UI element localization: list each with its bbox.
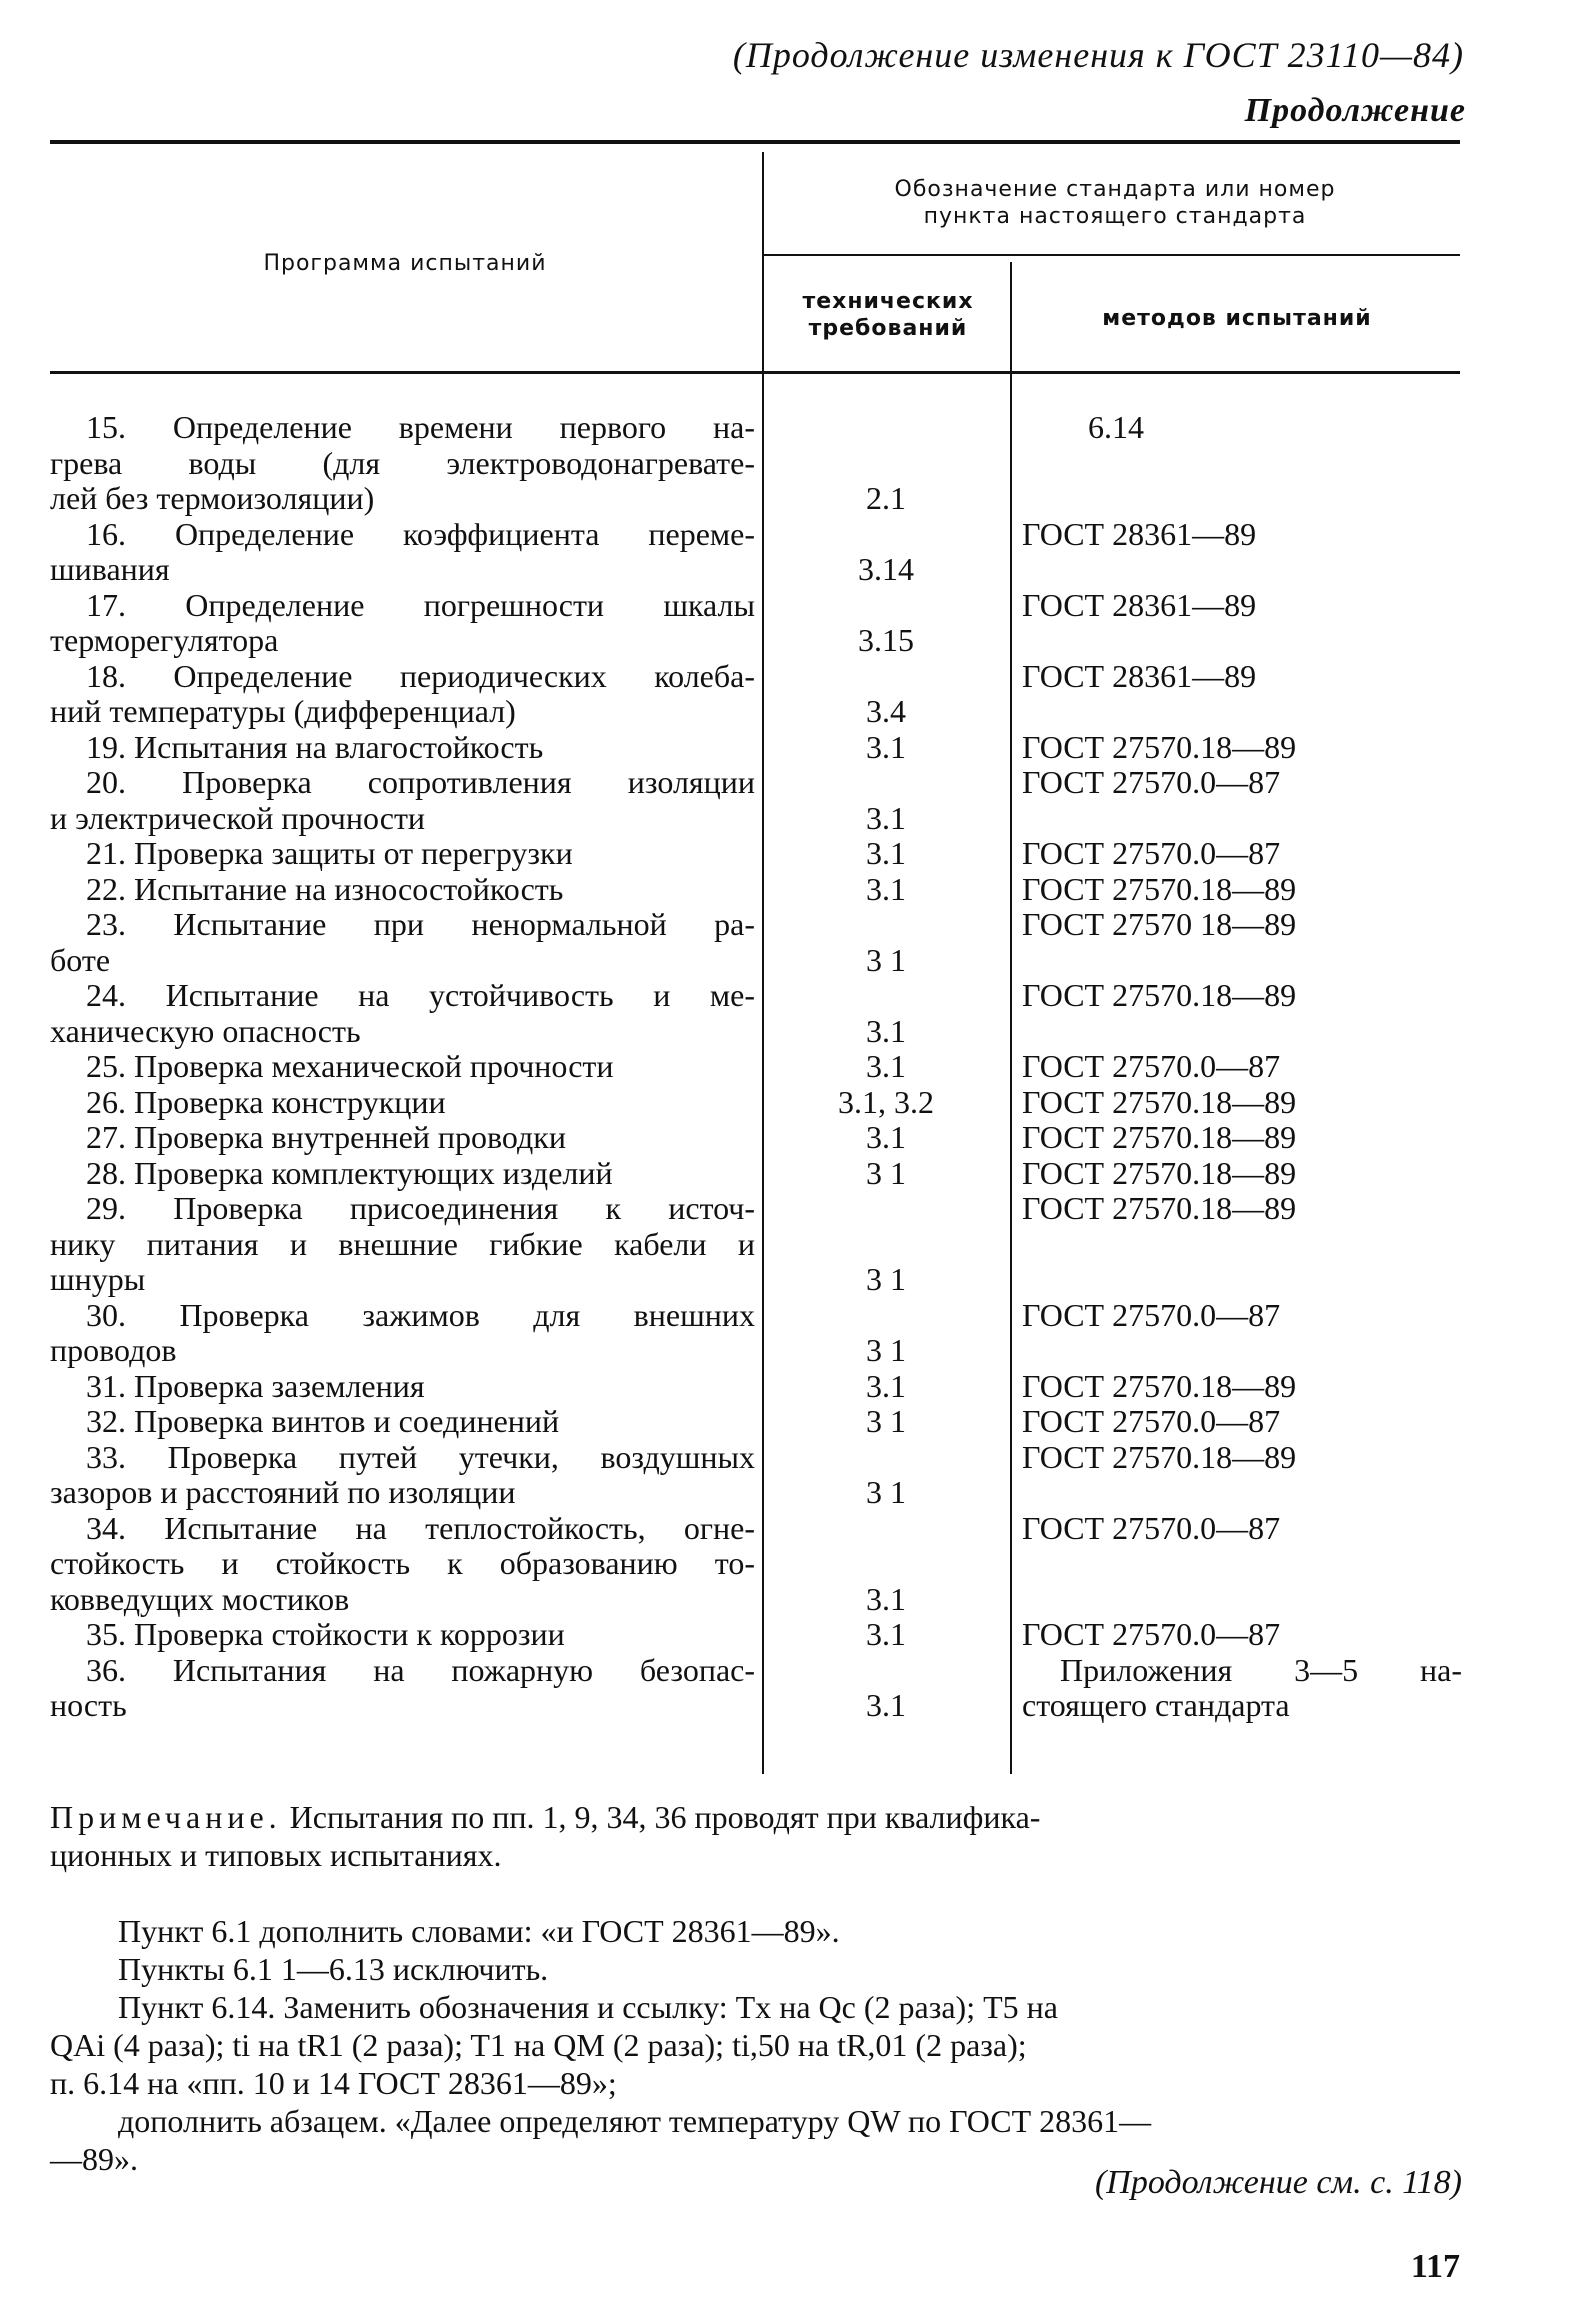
- program-line: 32. Проверка винтов и соединений: [86, 1404, 560, 1439]
- header-tech-line: технических: [802, 289, 974, 314]
- method-line: ГОСТ 27570.18—89: [1022, 1083, 1297, 1120]
- test-method-cell: [1022, 1369, 1462, 1405]
- tech-requirement-cell: 2.1: [866, 480, 906, 516]
- test-method-cell: [1022, 907, 1462, 943]
- table-header-bottom-rule: [50, 371, 1460, 374]
- test-method-cell: [1022, 1191, 1462, 1227]
- method-line: 6.14: [1088, 409, 1144, 445]
- program-cell: [50, 1191, 755, 1298]
- tech-requirement-cell: 3.1: [866, 1367, 906, 1404]
- program-cell: [50, 836, 755, 872]
- program-cell: [50, 1617, 755, 1653]
- method-line: ГОСТ 28361—89: [1022, 515, 1257, 552]
- note-text: ционных и типовых испытаниях.: [50, 1837, 502, 1873]
- amendment-paragraph: дополнить абзацем. «Далее определяют температуру QW по ГОСТ 28361—: [118, 2103, 1152, 2139]
- amendment-paragraph: —89».: [50, 2141, 138, 2177]
- program-cell: [50, 1298, 755, 1369]
- method-line: ГОСТ 27570.0—87: [1022, 1296, 1281, 1333]
- header-group-line: Обозначение стандарта или номер: [894, 177, 1336, 202]
- method-line: ГОСТ 27570.18—89: [1022, 1119, 1297, 1155]
- program-line: проводов: [50, 1333, 177, 1368]
- program-line: 30. Проверка зажимов для внешних: [86, 1297, 755, 1333]
- program-line: 15. Определение времени первого на-: [86, 410, 755, 445]
- program-line: 23. Испытание при ненормальной ра-: [86, 907, 755, 942]
- method-line: ГОСТ 27570.18—89: [1022, 1154, 1297, 1191]
- program-line: 24. Испытание на устойчивость и ме-: [86, 978, 755, 1013]
- method-line: ГОСТ 27570.0—87: [1022, 835, 1281, 871]
- header-program: Программа испытаний: [263, 251, 547, 276]
- program-cell: [50, 907, 755, 978]
- program-cell: [50, 1156, 755, 1192]
- program-cell: [50, 730, 755, 766]
- test-method-cell: [1022, 730, 1462, 766]
- program-line: 35. Проверка стойкости к коррозии: [86, 1617, 565, 1652]
- tech-requirement-cell: 3.1: [866, 870, 906, 907]
- group-header-rule: [764, 254, 1460, 256]
- amendment-paragraph: Пункты 6.1 1—6.13 исключить.: [118, 1951, 549, 1987]
- program-line: 25. Проверка механической прочности: [86, 1049, 614, 1084]
- method-line: ГОСТ 27570.0—87: [1022, 1616, 1281, 1652]
- method-line: Приложения 3—5 на-: [1060, 1651, 1462, 1688]
- program-line: 18. Определение периодических колеба-: [86, 658, 755, 694]
- tech-requirement-cell: 3 1: [866, 941, 906, 978]
- program-cell: [50, 978, 755, 1049]
- program-cell: [50, 1511, 755, 1618]
- table-note: [50, 1798, 1460, 1874]
- note-text: Испытания по пп. 1, 9, 34, 36 проводят при квалифика-: [281, 1799, 1041, 1835]
- method-line: ГОСТ 27570.0—87: [1022, 1048, 1281, 1084]
- program-line: 16. Определение коэффициента переме-: [86, 516, 755, 552]
- tech-requirement-cell: 3 1: [866, 1261, 906, 1297]
- continuation-label: Продолжение: [1244, 92, 1466, 129]
- program-line: 19. Испытания на влагостойкость: [86, 729, 544, 765]
- test-method-cell: [1022, 659, 1462, 695]
- program-line: 26. Проверка конструкции: [86, 1084, 446, 1120]
- method-line: ГОСТ 27570.0—87: [1022, 1509, 1281, 1546]
- method-line: ГОСТ 27570.0—87: [1022, 1403, 1281, 1439]
- header-tech: [768, 288, 1008, 342]
- test-method-cell: [1022, 1617, 1462, 1653]
- program-cell: [50, 765, 755, 836]
- program-line: 22. Испытание на износостойкость: [86, 871, 564, 907]
- tech-requirement-cell: 3.1: [866, 1048, 906, 1084]
- tech-requirement-cell: 3.1: [866, 799, 906, 836]
- program-line: 29. Проверка присоединения к источ-: [86, 1191, 755, 1226]
- method-line: ГОСТ 27570.18—89: [1022, 1438, 1297, 1475]
- method-line: ГОСТ 27570.18—89: [1022, 870, 1297, 907]
- method-line: ГОСТ 27570.18—89: [1022, 1367, 1297, 1404]
- method-line: ГОСТ 28361—89: [1022, 657, 1257, 694]
- tech-requirement-cell: 3.15: [858, 622, 914, 658]
- program-line: шнуры: [50, 1262, 146, 1297]
- program-cell: [50, 1440, 755, 1511]
- note-label: Примечание.: [50, 1799, 282, 1835]
- continuation-header: (Продолжение изменения к ГОСТ 23110—84): [732, 35, 1464, 75]
- program-cell: [50, 588, 755, 659]
- program-line: 31. Проверка заземления: [86, 1368, 425, 1404]
- program-line: грева воды (для электроводонагревате-: [50, 445, 755, 481]
- page-number: 117: [1410, 2248, 1460, 2285]
- test-method-cell: [1022, 1298, 1462, 1334]
- program-line: ханическую опасность: [50, 1013, 361, 1049]
- program-line: 21. Проверка защиты от перегрузки: [86, 836, 573, 871]
- test-method-cell: [1022, 1404, 1462, 1440]
- tech-requirement-cell: 3.1: [866, 1012, 906, 1049]
- tech-requirement-cell: 3.1: [866, 1616, 906, 1652]
- method-line: стоящего стандарта: [1022, 1687, 1290, 1723]
- header-methods: методов испытаний: [1102, 306, 1372, 331]
- method-line: ГОСТ 27570.18—89: [1022, 977, 1297, 1013]
- program-cell: [50, 1653, 755, 1724]
- program-cell: [50, 1049, 755, 1085]
- program-cell: [50, 1404, 755, 1440]
- program-cell: [50, 872, 755, 908]
- header-group: [770, 176, 1460, 230]
- program-line: лей без термоизоляции): [50, 481, 375, 516]
- tech-requirement-cell: 3.14: [858, 551, 914, 587]
- tech-requirement-cell: 3 1: [866, 1332, 906, 1368]
- program-cell: [50, 659, 755, 730]
- amendment-paragraph: Пункт 6.14. Заменить обозначения и ссылку: Tх на Qс (2 раза); T5 на: [118, 1989, 1058, 2025]
- program-line: зазоров и расстояний по изоляции: [50, 1475, 516, 1510]
- amendments: [50, 1912, 1460, 2178]
- program-line: 17. Определение погрешности шкалы: [86, 587, 755, 623]
- test-method-cell: [1022, 872, 1462, 908]
- program-line: боте: [50, 942, 111, 978]
- test-method-cell: [1022, 1049, 1462, 1085]
- program-cell: [50, 410, 755, 517]
- tech-requirement-cell: 3 1: [866, 1154, 906, 1191]
- program-cell: [50, 1120, 755, 1156]
- column-divider-1: [762, 152, 764, 1774]
- column-divider-2: [1010, 262, 1012, 1774]
- program-line: 33. Проверка путей утечки, воздушных: [86, 1439, 755, 1475]
- tech-requirement-cell: 3.1: [866, 1687, 906, 1723]
- method-line: ГОСТ 28361—89: [1022, 586, 1257, 623]
- program-line: ний температуры (дифференциал): [50, 694, 516, 729]
- test-method-cell: [1022, 836, 1462, 872]
- test-method-cell: [1022, 517, 1462, 553]
- method-line: ГОСТ 27570.18—89: [1022, 728, 1297, 765]
- test-method-cell: [1022, 588, 1462, 624]
- tech-requirement-cell: 3.4: [866, 693, 906, 729]
- program-line: ковведущих мостиков: [50, 1581, 350, 1617]
- tech-requirement-cell: 3.1: [866, 1119, 906, 1155]
- tech-requirement-cell: 3.1, 3.2: [838, 1083, 934, 1120]
- method-line: ГОСТ 27570 18—89: [1022, 906, 1297, 942]
- test-method-cell: [1022, 978, 1462, 1014]
- program-line: 36. Испытания на пожарную безопас-: [86, 1652, 755, 1688]
- tech-requirement-cell: 3.1: [866, 1580, 906, 1617]
- header-group-line: пункта настоящего стандарта: [923, 204, 1307, 229]
- tech-requirement-cell: 3 1: [866, 1474, 906, 1510]
- test-method-cell: [1022, 410, 1462, 446]
- amendment-paragraph: Пункт 6.1 дополнить словами: «и ГОСТ 28361—89».: [118, 1913, 840, 1949]
- program-cell: [50, 517, 755, 588]
- program-line: ность: [50, 1688, 127, 1723]
- program-line: 27. Проверка внутренней проводки: [86, 1120, 566, 1155]
- program-line: терморегулятора: [50, 623, 279, 658]
- test-method-cell: [1022, 765, 1462, 801]
- program-line: 34. Испытание на теплостойкость, огне-: [86, 1510, 755, 1546]
- footer-continuation: (Продолжение см. с. 118): [1094, 2164, 1462, 2201]
- test-method-cell: [1022, 1440, 1462, 1476]
- method-line: ГОСТ 27570.0—87: [1022, 764, 1281, 800]
- program-line: стойкость и стойкость к образованию то-: [50, 1546, 755, 1581]
- table-top-rule: [50, 140, 1460, 144]
- program-line: 20. Проверка сопротивления изоляции: [86, 765, 755, 800]
- program-cell: [50, 1369, 755, 1405]
- test-method-cell: [1022, 1085, 1462, 1121]
- amendment-paragraph: QAi (4 раза); ti на tR1 (2 раза); T1 на QM (2 раза); ti,50 на tR,01 (2 раза);: [50, 2027, 1027, 2063]
- tech-requirement-cell: 3 1: [866, 1403, 906, 1439]
- program-line: 28. Проверка комплектующих изделий: [86, 1155, 613, 1191]
- method-line: ГОСТ 27570.18—89: [1022, 1190, 1297, 1226]
- header-tech-line: требований: [808, 316, 968, 341]
- tech-requirement-cell: 3.1: [866, 835, 906, 871]
- program-line: нику питания и внешние гибкие кабели и: [50, 1226, 755, 1262]
- amendment-paragraph: п. 6.14 на «пп. 10 и 14 ГОСТ 28361—89»;: [50, 2065, 617, 2101]
- test-method-cell: [1022, 1156, 1462, 1192]
- test-method-cell: [1022, 1511, 1462, 1547]
- test-method-cell: [1022, 1120, 1462, 1156]
- program-line: и электрической прочности: [50, 800, 426, 836]
- program-line: шивания: [50, 552, 170, 587]
- program-cell: [50, 1085, 755, 1121]
- tech-requirement-cell: 3.1: [866, 728, 906, 765]
- test-method-cell: [1022, 1653, 1462, 1724]
